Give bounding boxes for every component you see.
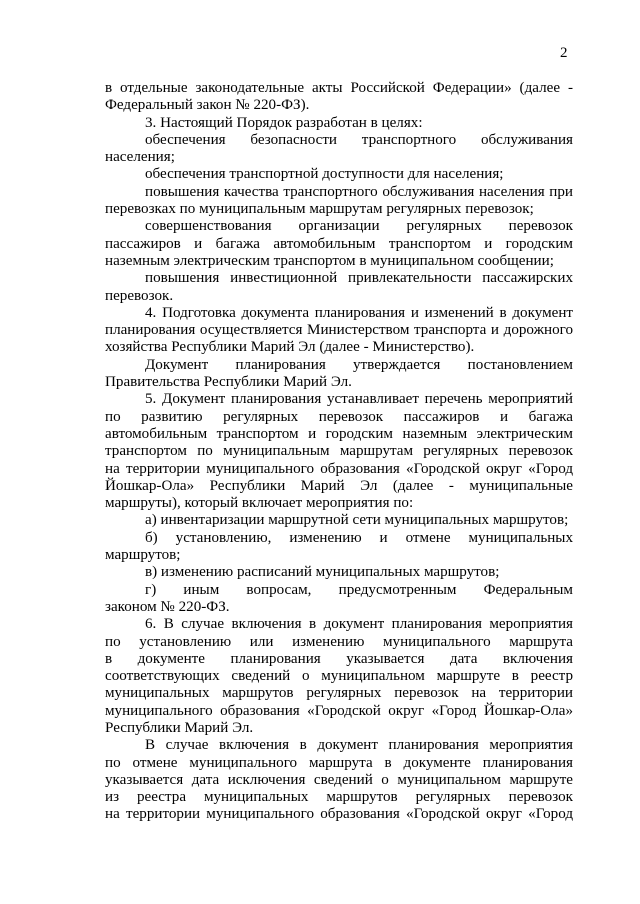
text-line: пассажиров и багажа автомобильным транспортом и городским (105, 235, 573, 252)
text-line: совершенствования организации регулярных перевозок (145, 218, 573, 235)
text-line: населения; (105, 149, 175, 166)
text-line: по развитию регулярных перевозок пассажиров и багажа (105, 408, 573, 425)
text-line: хозяйства Республики Марий Эл (далее - Министерство). (105, 339, 475, 356)
text-line: Правительства Республики Марий Эл. (105, 374, 352, 391)
text-line: Документ планирования утверждается постановлением (145, 356, 573, 373)
text-line: муниципальных маршрутов регулярных перевозок на территории (105, 685, 573, 702)
text-line: г) иным вопросам, предусмотренным Федеральным (145, 581, 573, 598)
text-line: 4. Подготовка документа планирования и изменений в документ (145, 304, 573, 321)
text-line: указывается дата исключения сведений о муниципальном маршруте (105, 771, 573, 788)
text-line: планирования осуществляется Министерством транспорта и дорожного (105, 322, 573, 339)
text-line: Йошкар-Ола» Республики Марий Эл (далее - муниципальные (105, 477, 573, 494)
text-line: перевозок. (105, 287, 174, 304)
text-line: по установлению или изменению муниципального маршрута (105, 633, 573, 650)
text-line: маршрутов; (105, 547, 181, 564)
text-line: Федеральный закон № 220-ФЗ). (105, 97, 310, 114)
text-line: из реестра муниципальных маршрутов регулярных перевозок (105, 789, 573, 806)
text-line: обеспечения безопасности транспортного обслуживания (145, 131, 573, 148)
text-line: в отдельные законодательные акты Российской Федерации» (далее - (105, 80, 573, 96)
text-line: на территории муниципального образования «Городской округ «Город (105, 806, 573, 823)
text-line: в документе планирования указывается дата включения (105, 650, 573, 667)
text-line: Республики Марий Эл. (105, 719, 254, 736)
text-line: автомобильным транспортом и городским наземным электрическим (105, 425, 573, 442)
text-line: 5. Документ планирования устанавливает перечень мероприятий (145, 391, 573, 408)
text-line: повышения инвестиционной привлекательности пассажирских (145, 270, 573, 287)
text-line: законом № 220-ФЗ. (105, 598, 230, 615)
text-line: маршруты), который включает мероприятия по: (105, 495, 414, 512)
page-number: 2 (560, 45, 568, 61)
text-line: В случае включения в документ планирования мероприятия (145, 737, 573, 754)
text-line: повышения качества транспортного обслуживания населения при (145, 183, 573, 200)
text-line: наземным электрическим транспортом в муниципальном сообщении; (105, 252, 554, 269)
text-line: на территории муниципального образования «Городской округ «Город (105, 460, 573, 477)
text-line: по отмене муниципального маршрута в документе планирования (105, 754, 573, 771)
text-line: б) установлению, изменению и отмене муниципальных (145, 529, 573, 546)
body-text (105, 80, 573, 824)
text-line: 3. Настоящий Порядок разработан в целях: (145, 114, 423, 131)
text-line: а) инвентаризации маршрутной сети муниципальных маршрутов; (145, 512, 569, 529)
text-line: соответствующих сведений о муниципальном маршруте в реестр (105, 668, 573, 685)
text-line: муниципального образования «Городской округ «Город Йошкар-Ола» (105, 702, 573, 719)
text-line: обеспечения транспортной доступности для населения; (145, 166, 504, 183)
text-line: 6. В случае включения в документ планирования мероприятия (145, 616, 573, 633)
text-line: транспортом по муниципальным маршрутам регулярных перевозок (105, 443, 573, 460)
text-line: в) изменению расписаний муниципальных маршрутов; (145, 564, 500, 581)
text-line: перевозках по муниципальным маршрутам регулярных перевозок; (105, 201, 534, 218)
